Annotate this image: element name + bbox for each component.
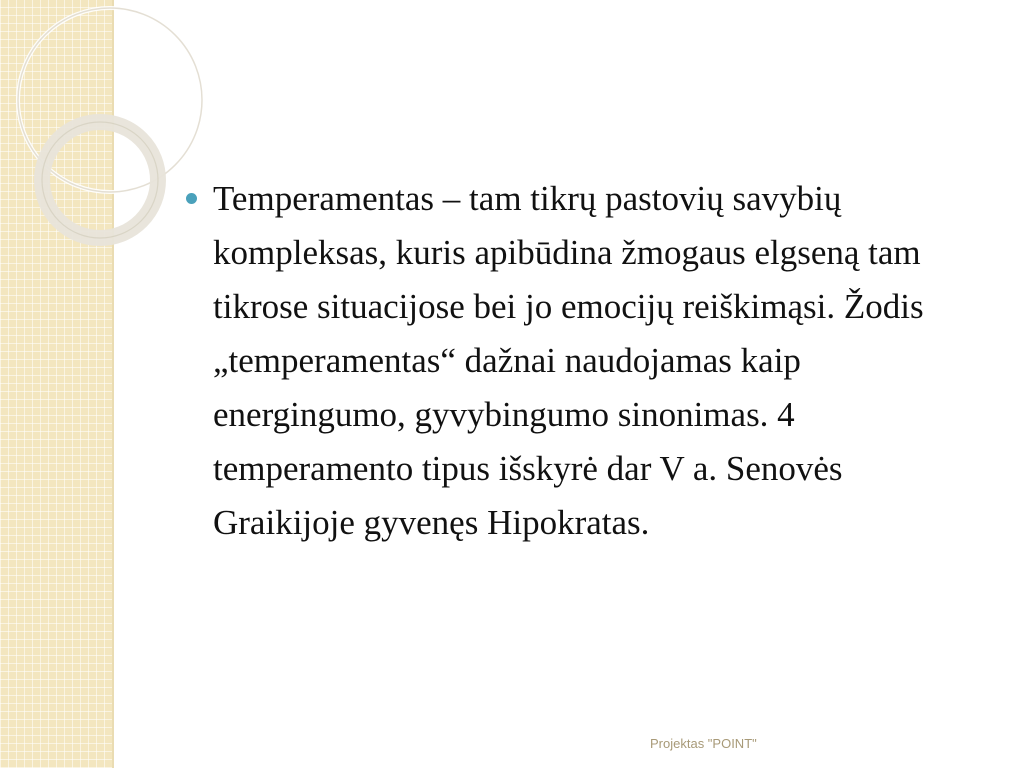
bullet-item (186, 172, 986, 550)
bullet-list (186, 172, 986, 550)
bullet-text: Temperamentas – tam tikrų pastovių savybių kompleksas, kuris apibūdina žmogaus elgseną tam tikrose situacijose bei jo emocijų reiškimąsi. Žodis „temperamentas“ dažnai naudojamas kaip energingumo, gyvybingumo sinonimas. 4 temperamento tipus išskyrė dar V a. Senovės Graikijoje gyvenęs Hipokratas. (213, 179, 924, 542)
footer-text: Projektas "POINT" (650, 736, 757, 751)
bullet-dot-icon (186, 193, 197, 204)
